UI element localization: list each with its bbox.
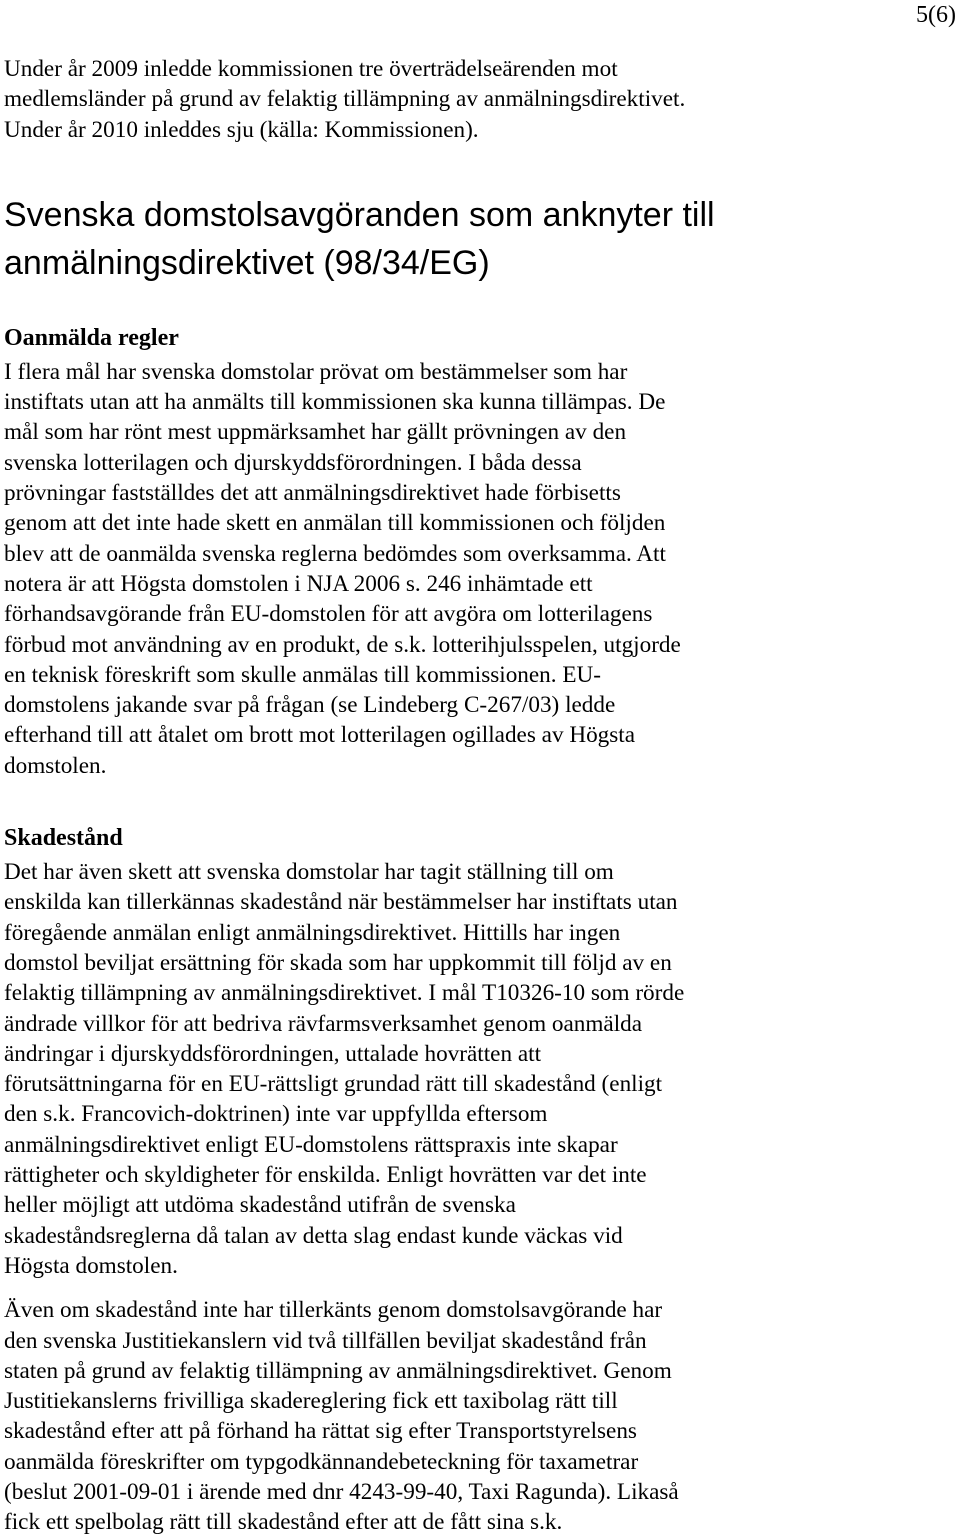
text-line: notera är att Högsta domstolen i NJA 2006 s. 246 inhämtade ett	[4, 570, 593, 597]
text-line: Under år 2009 inledde kommissionen tre överträdelseärenden mot	[4, 56, 618, 82]
text-line: förutsättningarna för en EU-rättsligt grundad rätt till skadestånd (enligt	[4, 1071, 663, 1098]
text-line: en teknisk föreskrift som skulle anmälas till kommissionen. EU-	[4, 661, 601, 688]
text-line: Under år 2010 inleddes sju (källa: Kommissionen).	[4, 116, 479, 143]
text-line: rättigheter och skyldigheter för enskilda. Enligt hovrätten var det inte	[4, 1162, 647, 1189]
text-line: oanmälda föreskrifter om typgodkännandebeteckning för taxametrar	[4, 1448, 639, 1475]
text-line: heller möjligt att utdöma skadestånd utifrån de svenska	[4, 1192, 516, 1219]
text-line: anmälningsdirektivet enligt EU-domstolens rättspraxis inte skapar	[4, 1131, 618, 1158]
text-line: svenska lotterilagen och djurskyddsförordningen. I båda dessa	[4, 449, 582, 476]
text-line: prövningar fastställdes det att anmälningsdirektivet hade förbisetts	[4, 480, 621, 507]
text-line: Justitiekanslerns frivilliga skadereglering fick ett taxibolag rätt till	[4, 1388, 618, 1415]
text-line: medlemsländer på grund av felaktig tillämpning av anmälningsdirektivet.	[4, 86, 686, 113]
skadestand-paragraph-1	[4, 857, 934, 1281]
text-line: förbud mot användning av en produkt, de s.k. lotterihjulsspelen, utgjorde	[4, 631, 681, 658]
text-line: enskilda kan tillerkännas skadestånd när bestämmelser har instiftats utan	[4, 889, 678, 916]
text-line: efterhand till att åtalet om brott mot lotterilagen ogillades av Högsta	[4, 722, 636, 749]
text-line: den svenska Justitiekanslern vid två tillfällen beviljat skadestånd från	[4, 1327, 647, 1354]
text-line: ändrade villkor för att bedriva rävfarmsverksamhet genom oanmälda	[4, 1010, 643, 1037]
text-line: blev att de oanmälda svenska reglerna bedömdes som overksamma. Att	[4, 540, 666, 567]
text-line: Högsta domstolen.	[4, 1252, 178, 1279]
document-body	[4, 54, 934, 1538]
section-heading-skadestand: Skadestånd	[4, 825, 123, 852]
text-line: ändringar i djurskyddsförordningen, uttalade hovrätten att	[4, 1040, 542, 1067]
text-line: genom att det inte hade skett en anmälan till kommissionen och följden	[4, 510, 666, 537]
text-line: skadestånd efter att på förhand ha rättat sig efter Transportstyrelsens	[4, 1418, 637, 1445]
text-line: staten på grund av felaktig tillämpning av anmälningsdirektivet. Genom	[4, 1357, 672, 1384]
heading-line: Svenska domstolsavgöranden som anknyter till	[4, 195, 715, 234]
text-line: mål som har rönt mest uppmärksamhet har gällt prövningen av den	[4, 419, 627, 446]
text-line: skadeståndsreglerna då talan av detta slag endast kunde väckas vid	[4, 1222, 623, 1249]
skadestand-paragraph-2	[4, 1295, 934, 1537]
text-line: domstol beviljat ersättning för skada som har uppkommit till följd av en	[4, 949, 672, 976]
text-line: I flera mål har svenska domstolar prövat om bestämmelser som har	[4, 358, 628, 385]
text-line: instiftats utan att ha anmälts till kommissionen ska kunna tillämpas. De	[4, 389, 666, 416]
text-line: fick ett spelbolag rätt till skadestånd efter att de fått sina s.k.	[4, 1509, 563, 1536]
text-line: Det har även skett att svenska domstolar har tagit ställning till om	[4, 859, 614, 886]
page-number: 5(6)	[916, 2, 956, 28]
section-heading-oanmalda-regler: Oanmälda regler	[4, 324, 179, 351]
text-line: domstolen.	[4, 752, 107, 779]
text-line: felaktig tillämpning av anmälningsdirektivet. I mål T10326-10 som rörde	[4, 980, 685, 1007]
text-line: den s.k. Francovich-doktrinen) inte var uppfyllda eftersom	[4, 1101, 548, 1128]
intro-paragraph	[4, 54, 934, 145]
text-line: förhandsavgörande från EU-domstolen för att avgöra om lotterilagens	[4, 601, 653, 628]
text-line: domstolens jakande svar på frågan (se Lindeberg C-267/03) ledde	[4, 692, 616, 719]
main-heading	[4, 191, 934, 287]
text-line: föregående anmälan enligt anmälningsdirektivet. Hittills har ingen	[4, 919, 621, 946]
text-line: (beslut 2001-09-01 i ärende med dnr 4243-99-40, Taxi Ragunda). Likaså	[4, 1478, 679, 1505]
oanmalda-regler-paragraph	[4, 357, 934, 781]
heading-line: anmälningsdirektivet (98/34/EG)	[4, 243, 490, 282]
text-line: Även om skadestånd inte har tillerkänts genom domstolsavgörande har	[4, 1297, 663, 1324]
